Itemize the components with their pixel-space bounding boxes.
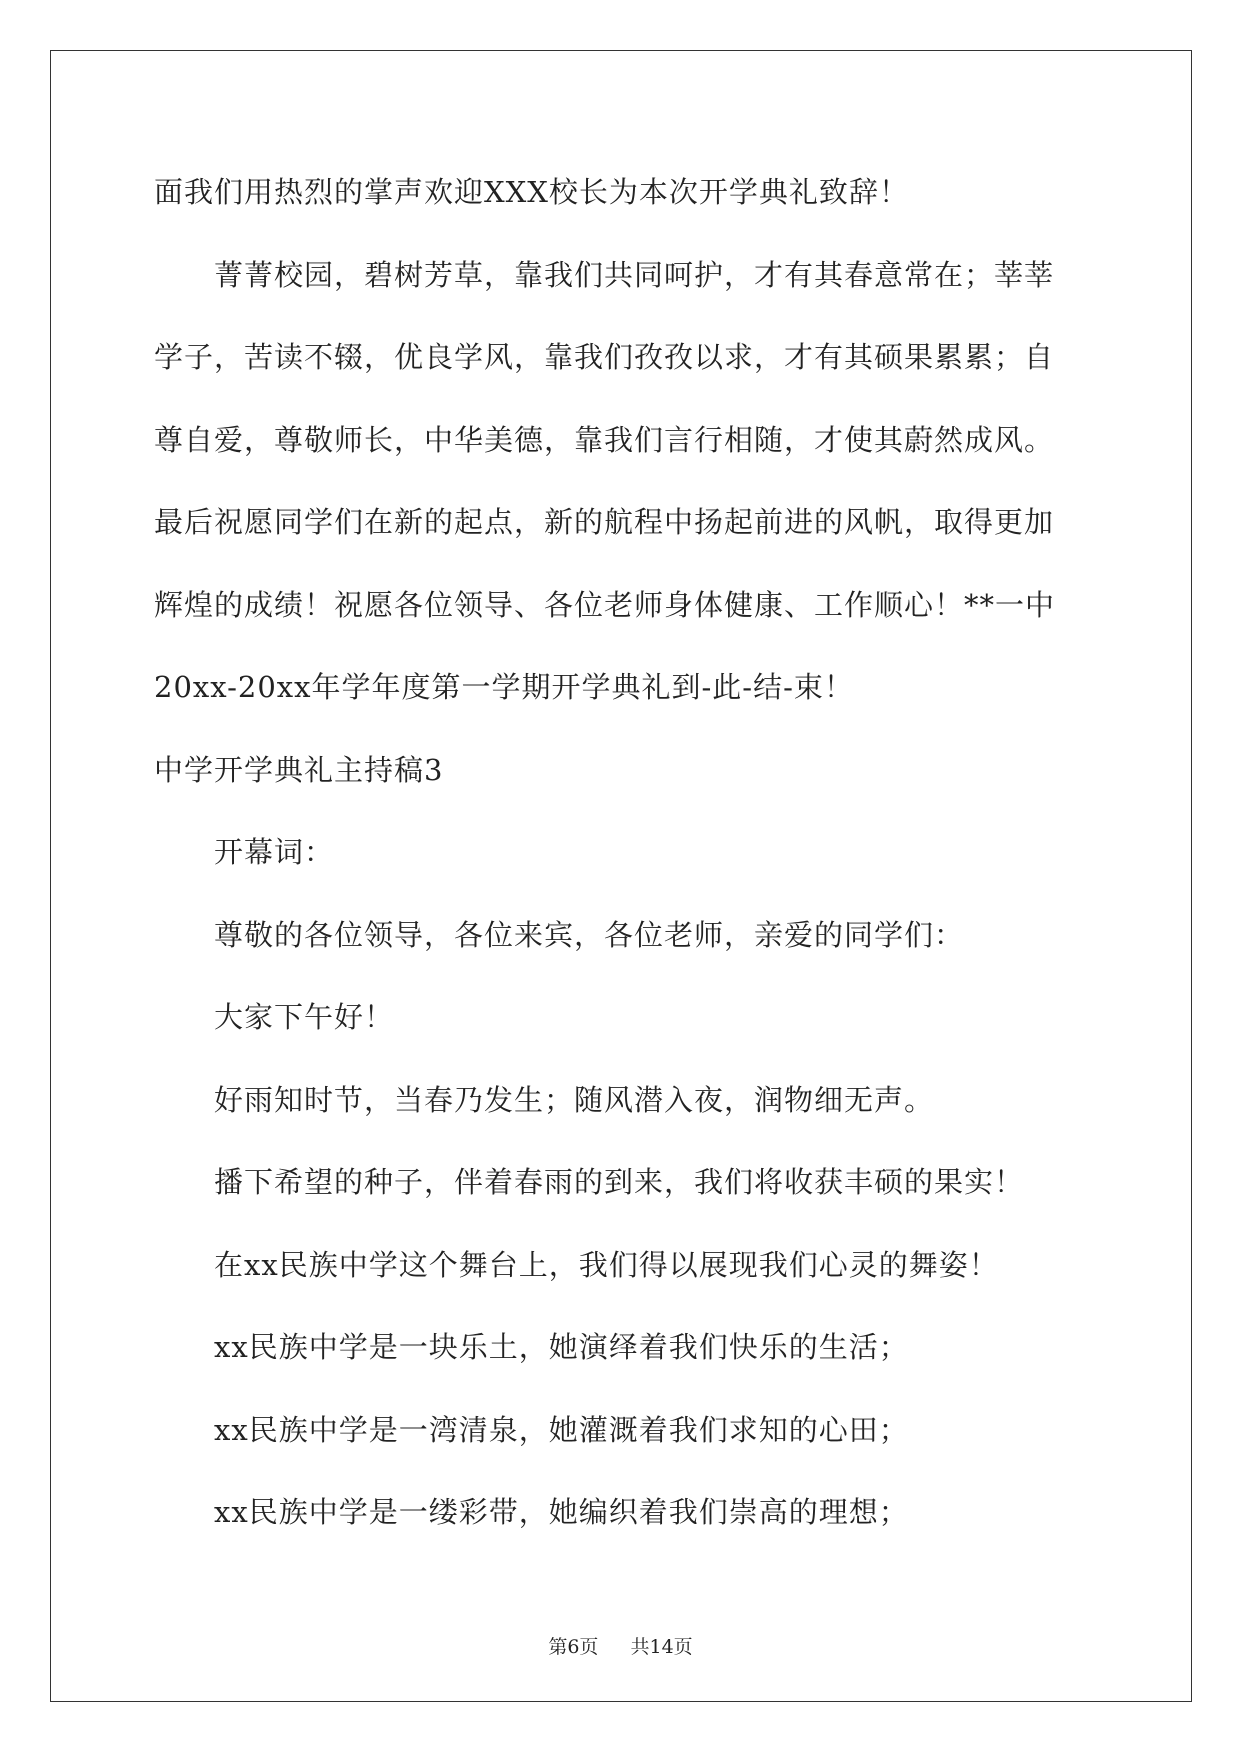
paragraph-line: 学子，苦读不辍，优良学风，靠我们孜孜以求，才有其硕果累累；自 (154, 340, 1055, 374)
paragraph-line: xx民族中学是一湾清泉，她灌溉着我们求知的心田； (214, 1413, 909, 1447)
paragraph-line: 面我们用热烈的掌声欢迎XXX校长为本次开学典礼致辞！ (154, 175, 909, 209)
paragraph-line: 菁菁校园，碧树芳草，靠我们共同呵护，才有其春意常在；莘莘 (214, 258, 1055, 292)
paragraph-line: 最后祝愿同学们在新的起点，新的航程中扬起前进的风帆，取得更加 (154, 505, 1055, 539)
paragraph-line: 尊自爱，尊敬师长，中华美德，靠我们言行相随，才使其蔚然成风。 (154, 423, 1055, 457)
paragraph-line: 辉煌的成绩！祝愿各位领导、各位老师身体健康、工作顺心！**一中 (154, 588, 1056, 622)
page-footer (0, 1636, 1241, 1658)
paragraph-line: 大家下午好！ (214, 1000, 395, 1034)
paragraph-line: 播下希望的种子，伴着春雨的到来，我们将收获丰硕的果实！ (214, 1165, 1025, 1199)
paragraph-line: 在xx民族中学这个舞台上，我们得以展现我们心灵的舞姿！ (214, 1248, 999, 1282)
paragraph-line: 开幕词： (214, 835, 335, 869)
paragraph-line: 20xx-20xx年学年度第一学期开学典礼到-此-结-束！ (154, 670, 854, 704)
page-total: 共14页 (630, 1636, 693, 1658)
paragraph-line: xx民族中学是一缕彩带，她编织着我们崇高的理想； (214, 1495, 909, 1529)
section-heading: 中学开学典礼主持稿3 (154, 753, 444, 787)
page-number: 第6页 (548, 1636, 599, 1658)
page-frame (50, 50, 1192, 1702)
paragraph-line: 尊敬的各位领导，各位来宾，各位老师，亲爱的同学们： (214, 918, 965, 952)
paragraph-line: 好雨知时节，当春乃发生；随风潜入夜，润物细无声。 (214, 1083, 935, 1117)
paragraph-line: xx民族中学是一块乐土，她演绎着我们快乐的生活； (214, 1330, 909, 1364)
